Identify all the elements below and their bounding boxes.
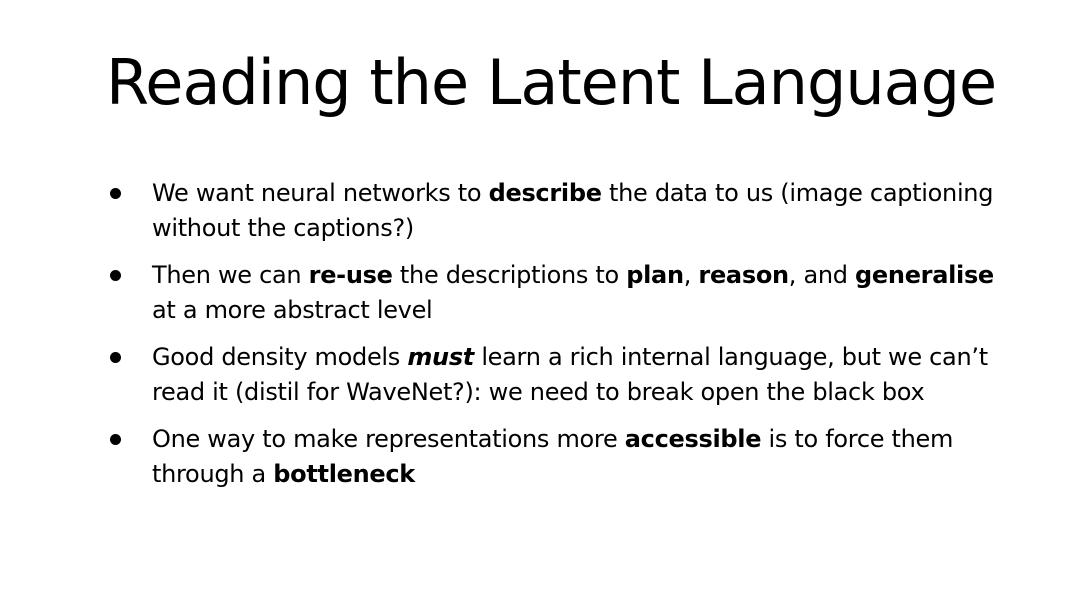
bullet-dot-icon (110, 434, 121, 445)
emphasis-segment: plan (626, 261, 684, 289)
text-segment: , and (788, 261, 856, 289)
bullet-text (152, 425, 953, 488)
emphasis-segment: describe (488, 179, 602, 207)
bullet-item-1 (106, 176, 1006, 246)
italic-emphasis: must (407, 343, 474, 371)
text-segment: Good density models (152, 343, 408, 371)
text-segment: learn a rich internal language, but we can’t read it (distil for WaveNet?): we need to break open the black box (152, 343, 988, 406)
text-segment: the descriptions to (392, 261, 627, 289)
text-segment: the data to us (image captioning without the captions?) (152, 179, 994, 242)
bullet-item-2 (106, 258, 1006, 328)
emphasis-segment: generalise (855, 261, 994, 289)
emphasis-segment: accessible (624, 425, 762, 453)
emphasis-segment (407, 343, 474, 371)
text-segment: Then we can (152, 261, 309, 289)
text-segment: One way to make representations more (152, 425, 625, 453)
text-segment: is to force them through a (152, 425, 954, 488)
bullet-dot-icon (110, 270, 121, 281)
bullet-item-4 (106, 422, 1006, 492)
slide-title: Reading the Latent Language (106, 46, 997, 119)
text-segment: , (683, 261, 699, 289)
emphasis-segment: re-use (308, 261, 393, 289)
bullet-text (152, 261, 994, 324)
emphasis-segment: reason (698, 261, 789, 289)
bullet-dot-icon (110, 188, 121, 199)
bullet-text (152, 343, 988, 406)
text-segment: We want neural networks to (152, 179, 489, 207)
emphasis-segment: bottleneck (273, 460, 415, 488)
text-segment: at a more abstract level (152, 296, 433, 324)
bullet-dot-icon (110, 352, 121, 363)
bullet-list (106, 176, 1006, 504)
bullet-text (152, 179, 993, 242)
bullet-item-3 (106, 340, 1006, 410)
